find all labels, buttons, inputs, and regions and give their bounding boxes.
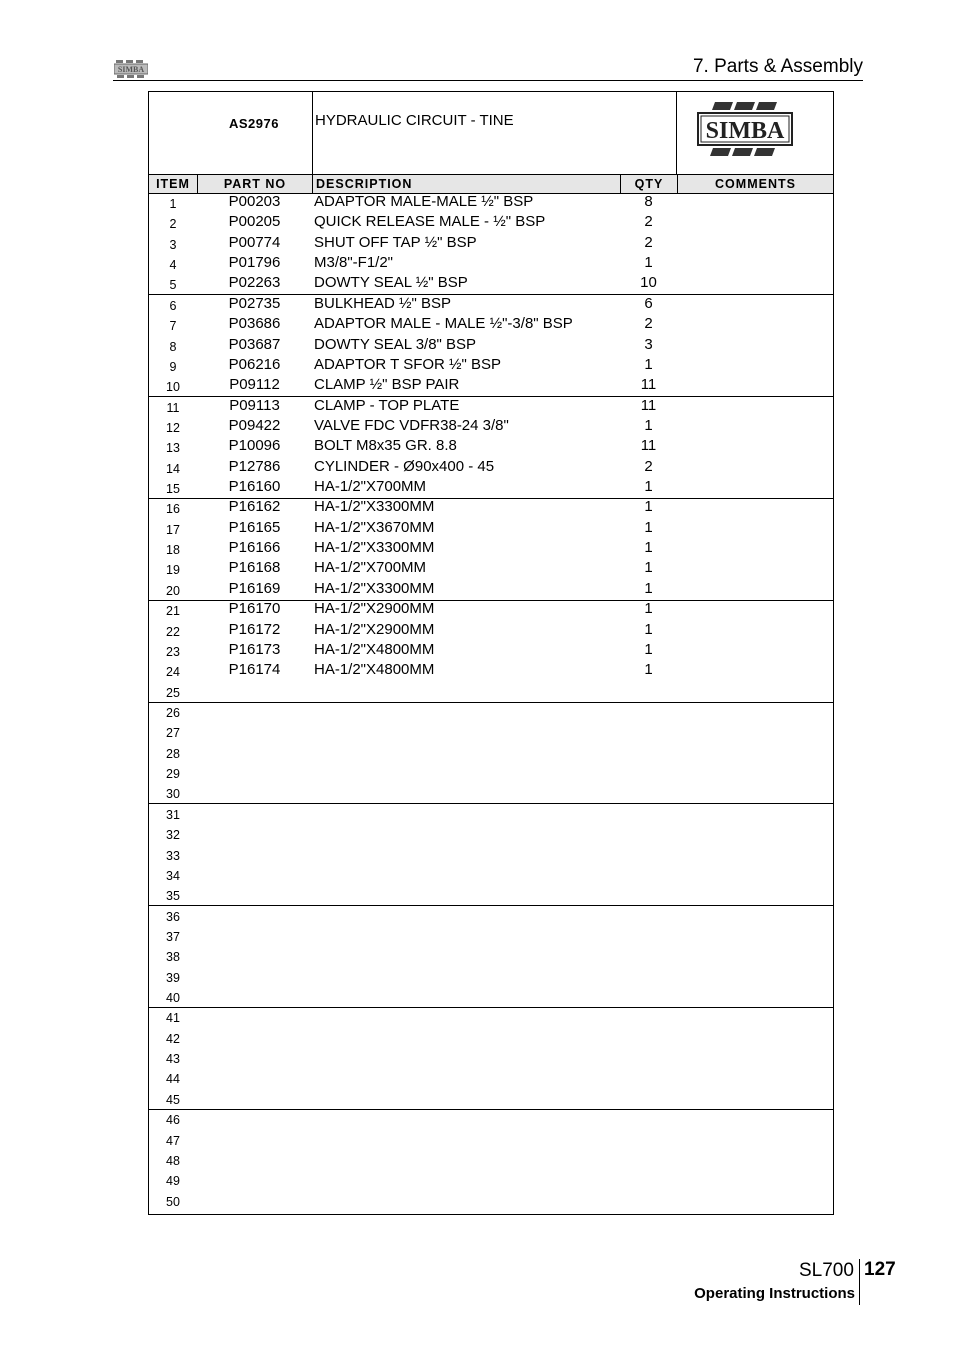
item-number: 21	[166, 604, 180, 619]
item-number: 38	[166, 950, 180, 965]
quantity: 11	[640, 376, 657, 394]
quantity: 1	[644, 478, 653, 496]
quantity	[620, 946, 677, 966]
item-number: 19	[166, 563, 180, 578]
simba-header-logo	[114, 59, 148, 79]
part-number: P16166	[228, 539, 281, 557]
description: HA-1/2"X700MM	[314, 559, 427, 577]
quantity	[620, 763, 677, 783]
quantity: 1	[644, 579, 653, 597]
column-header-description: DESCRIPTION	[312, 175, 620, 193]
quantity: 1	[644, 640, 653, 658]
table-row	[149, 764, 833, 784]
table-row	[149, 235, 833, 255]
table-row	[149, 825, 833, 845]
quantity: 6	[644, 294, 653, 312]
item-number: 2	[169, 217, 177, 232]
table-row	[149, 886, 833, 906]
description: ADAPTOR T SFOR ½" BSP	[314, 355, 502, 373]
part-number: P16172	[228, 620, 281, 638]
table-row	[149, 927, 833, 947]
item-number: 37	[166, 929, 180, 944]
item-number: 7	[169, 319, 177, 334]
part-number: P03687	[228, 335, 281, 353]
table-row	[149, 1008, 833, 1028]
description: CYLINDER - Ø90x400 - 45	[314, 457, 495, 475]
quantity	[620, 804, 677, 824]
item-number: 18	[166, 543, 180, 558]
table-row	[149, 540, 833, 560]
description: HA-1/2"X700MM	[314, 478, 427, 496]
assembly-number: AS2976	[229, 116, 279, 131]
part-number	[197, 1170, 312, 1190]
svg-text:SIMBA: SIMBA	[117, 65, 145, 74]
part-number	[197, 1068, 312, 1088]
table-row	[149, 1171, 833, 1191]
quantity	[620, 722, 677, 742]
description: HA-1/2"X3300MM	[314, 539, 435, 557]
table-row	[149, 316, 833, 336]
parts-list-sheet	[148, 91, 834, 1215]
part-number: P10096	[228, 437, 281, 455]
description: HA-1/2"X4800MM	[314, 661, 435, 679]
part-number	[197, 946, 312, 966]
item-number: 10	[166, 380, 180, 395]
item-number: 12	[166, 420, 180, 435]
quantity: 1	[644, 518, 653, 536]
table-row	[149, 805, 833, 825]
item-number: 49	[166, 1174, 180, 1189]
item-number: 11	[166, 400, 180, 415]
part-number: P12786	[228, 457, 281, 475]
quantity: 11	[640, 396, 657, 414]
item-number: 6	[169, 298, 177, 313]
item-number: 36	[166, 909, 180, 924]
description: DOWTY SEAL ½" BSP	[314, 274, 468, 292]
quantity	[620, 1170, 677, 1190]
table-row	[149, 418, 833, 438]
item-number: 4	[169, 258, 177, 273]
quantity: 2	[644, 315, 653, 333]
quantity: 1	[644, 254, 653, 272]
quantity	[620, 1109, 677, 1129]
item-number: 26	[166, 706, 180, 720]
part-number	[197, 967, 312, 987]
description: HA-1/2"X4800MM	[314, 640, 435, 658]
item-number: 44	[166, 1072, 180, 1087]
description: DOWTY SEAL 3/8" BSP	[314, 335, 477, 353]
description: HA-1/2"X3300MM	[314, 498, 435, 516]
table-row	[149, 784, 833, 804]
table-row	[149, 1151, 833, 1171]
item-number: 42	[166, 1031, 180, 1046]
item-number: 32	[166, 828, 180, 843]
part-number: P16169	[228, 579, 281, 597]
quantity: 1	[644, 416, 653, 434]
table-row	[149, 907, 833, 927]
item-number: 28	[166, 746, 180, 761]
quantity: 2	[644, 457, 653, 475]
item-number: 43	[166, 1052, 180, 1067]
table-row	[149, 662, 833, 682]
item-number: 22	[166, 624, 180, 639]
part-number	[197, 682, 312, 702]
table-row	[149, 560, 833, 580]
assembly-title: HYDRAULIC CIRCUIT - TINE	[315, 112, 514, 129]
description: HA-1/2"X3300MM	[314, 579, 435, 597]
part-number	[197, 722, 312, 742]
part-number	[197, 1109, 312, 1129]
table-row	[149, 1110, 833, 1130]
quantity	[620, 702, 677, 722]
item-number: 3	[169, 237, 177, 252]
table-row	[149, 866, 833, 886]
quantity: 8	[644, 193, 653, 210]
description: HA-1/2"X2900MM	[314, 600, 435, 618]
table-row	[149, 1131, 833, 1151]
description: CLAMP ½" BSP PAIR	[314, 376, 460, 394]
part-number: P01796	[228, 254, 281, 272]
part-number	[197, 824, 312, 844]
description: M3/8"-F1/2"	[314, 254, 394, 272]
table-row	[149, 947, 833, 967]
item-number: 20	[166, 583, 180, 598]
table-row	[149, 377, 833, 397]
description: SHUT OFF TAP ½" BSP	[314, 233, 477, 251]
part-number	[197, 987, 312, 1007]
assembly-header	[149, 92, 833, 174]
quantity	[620, 1028, 677, 1048]
part-number: P00203	[228, 193, 281, 210]
table-row	[149, 703, 833, 723]
quantity	[620, 845, 677, 865]
part-number: P09113	[229, 396, 280, 414]
part-number	[197, 1089, 312, 1109]
part-number	[197, 865, 312, 885]
description: HA-1/2"X2900MM	[314, 620, 435, 638]
quantity: 1	[644, 620, 653, 638]
quantity: 2	[644, 213, 653, 231]
part-number	[197, 1191, 312, 1211]
description: CLAMP - TOP PLATE	[314, 396, 460, 414]
table-row	[149, 601, 833, 621]
item-number: 45	[166, 1092, 180, 1107]
quantity: 1	[644, 355, 653, 373]
description: HA-1/2"X3670MM	[314, 518, 435, 536]
table-row	[149, 683, 833, 703]
svg-text:SIMBA: SIMBA	[705, 118, 785, 144]
item-number: 17	[166, 522, 180, 537]
item-number: 46	[166, 1113, 180, 1128]
item-number: 14	[166, 461, 180, 476]
item-number: 15	[166, 482, 180, 497]
item-number: 16	[166, 502, 180, 517]
table-row	[149, 275, 833, 295]
assembly-title-cell	[312, 92, 677, 174]
assembly-number-cell	[149, 92, 312, 174]
table-row	[149, 723, 833, 743]
item-number: 41	[166, 1011, 180, 1026]
part-number	[197, 1007, 312, 1027]
quantity	[620, 885, 677, 905]
part-number	[197, 885, 312, 905]
quantity: 1	[644, 559, 653, 577]
part-number: P06216	[228, 355, 281, 373]
table-row	[149, 296, 833, 316]
table-row	[149, 744, 833, 764]
part-number	[197, 804, 312, 824]
item-number: 1	[169, 197, 177, 211]
quantity: 1	[644, 661, 653, 679]
quantity	[620, 1150, 677, 1170]
quantity	[620, 865, 677, 885]
quantity: 2	[644, 233, 653, 251]
description: BOLT M8x35 GR. 8.8	[314, 437, 457, 455]
quantity: 1	[644, 539, 653, 557]
header-rule	[113, 80, 863, 81]
part-number	[197, 1028, 312, 1048]
part-number: P09422	[228, 416, 281, 434]
table-row	[149, 988, 833, 1008]
quantity	[620, 682, 677, 702]
quantity: 3	[644, 335, 653, 353]
part-number: P03686	[228, 315, 281, 333]
item-number: 5	[169, 278, 177, 293]
table-row	[149, 438, 833, 458]
item-number: 30	[166, 787, 180, 802]
table-row	[149, 1192, 833, 1212]
description: BULKHEAD ½" BSP	[314, 294, 452, 312]
description: ADAPTOR MALE - MALE ½"-3/8" BSP	[314, 315, 573, 333]
quantity	[620, 987, 677, 1007]
quantity	[620, 1130, 677, 1150]
item-number: 27	[166, 726, 180, 741]
table-row	[149, 337, 833, 357]
item-number: 31	[166, 807, 180, 822]
part-number	[197, 783, 312, 803]
column-header-qty: QTY	[620, 175, 677, 193]
description: ADAPTOR MALE-MALE ½" BSP	[314, 193, 534, 210]
quantity: 1	[644, 498, 653, 516]
item-number: 29	[166, 767, 180, 782]
part-number: P16162	[228, 498, 281, 516]
part-number: P00774	[228, 233, 281, 251]
column-header-row	[149, 174, 833, 194]
description: VALVE FDC VDFR38-24 3/8"	[314, 416, 509, 434]
item-number: 8	[169, 339, 177, 354]
item-number: 34	[166, 868, 180, 883]
part-number	[197, 926, 312, 946]
quantity	[620, 783, 677, 803]
item-number: 50	[166, 1194, 180, 1209]
table-row	[149, 1069, 833, 1089]
column-header-comments: COMMENTS	[677, 175, 833, 193]
column-header-part-no: PART NO	[197, 175, 312, 193]
column-header-item: ITEM	[156, 177, 190, 191]
item-number: 39	[166, 970, 180, 985]
description: QUICK RELEASE MALE - ½" BSP	[314, 213, 546, 231]
simba-logo	[695, 100, 795, 160]
table-row	[149, 1090, 833, 1110]
part-number	[197, 1130, 312, 1150]
part-number	[197, 845, 312, 865]
document-subtitle: Operating Instructions	[694, 1285, 855, 1302]
part-number	[197, 743, 312, 763]
quantity	[620, 906, 677, 926]
quantity: 10	[640, 274, 657, 292]
table-row	[149, 846, 833, 866]
quantity	[620, 743, 677, 763]
item-number: 40	[166, 991, 180, 1006]
item-number: 35	[166, 889, 180, 904]
quantity: 1	[644, 600, 653, 618]
part-number	[197, 906, 312, 926]
table-row	[149, 581, 833, 601]
table-row	[149, 214, 833, 234]
quantity: 11	[640, 437, 657, 455]
table-row	[149, 642, 833, 662]
part-number	[197, 763, 312, 783]
part-number: P09112	[229, 376, 280, 394]
table-row	[149, 459, 833, 479]
table-row	[149, 968, 833, 988]
quantity	[620, 1048, 677, 1068]
quantity	[620, 1191, 677, 1211]
part-number	[197, 702, 312, 722]
quantity	[620, 967, 677, 987]
table-row	[149, 398, 833, 418]
part-number: P16160	[228, 478, 281, 496]
table-row	[149, 357, 833, 377]
part-number: P02735	[228, 294, 281, 312]
quantity	[620, 1068, 677, 1088]
item-number: 9	[169, 359, 177, 374]
quantity	[620, 1007, 677, 1027]
part-number: P16174	[228, 661, 281, 679]
footer-separator	[859, 1259, 860, 1305]
table-row	[149, 499, 833, 519]
item-number: 48	[166, 1153, 180, 1168]
part-number	[197, 1048, 312, 1068]
item-number: 25	[166, 685, 180, 700]
part-number: P16173	[228, 640, 281, 658]
part-number: P02263	[228, 274, 281, 292]
table-row	[149, 1029, 833, 1049]
table-row	[149, 622, 833, 642]
item-number: 13	[166, 441, 180, 456]
part-number: P00205	[228, 213, 281, 231]
part-number: P16168	[228, 559, 281, 577]
quantity	[620, 1089, 677, 1109]
table-row	[149, 255, 833, 275]
item-number: 47	[166, 1133, 180, 1148]
part-number: P16165	[228, 518, 281, 536]
item-number: 33	[166, 848, 180, 863]
table-row	[149, 520, 833, 540]
model-name: SL700	[799, 1260, 854, 1281]
part-number	[197, 1150, 312, 1170]
page-number: 127	[864, 1259, 896, 1280]
quantity	[620, 926, 677, 946]
table-row	[149, 1049, 833, 1069]
quantity	[620, 824, 677, 844]
table-row	[149, 479, 833, 499]
item-number: 24	[166, 665, 180, 680]
table-row	[149, 194, 833, 214]
part-number: P16170	[228, 600, 281, 618]
section-title: 7. Parts & Assembly	[692, 56, 863, 77]
item-number: 23	[166, 644, 180, 659]
